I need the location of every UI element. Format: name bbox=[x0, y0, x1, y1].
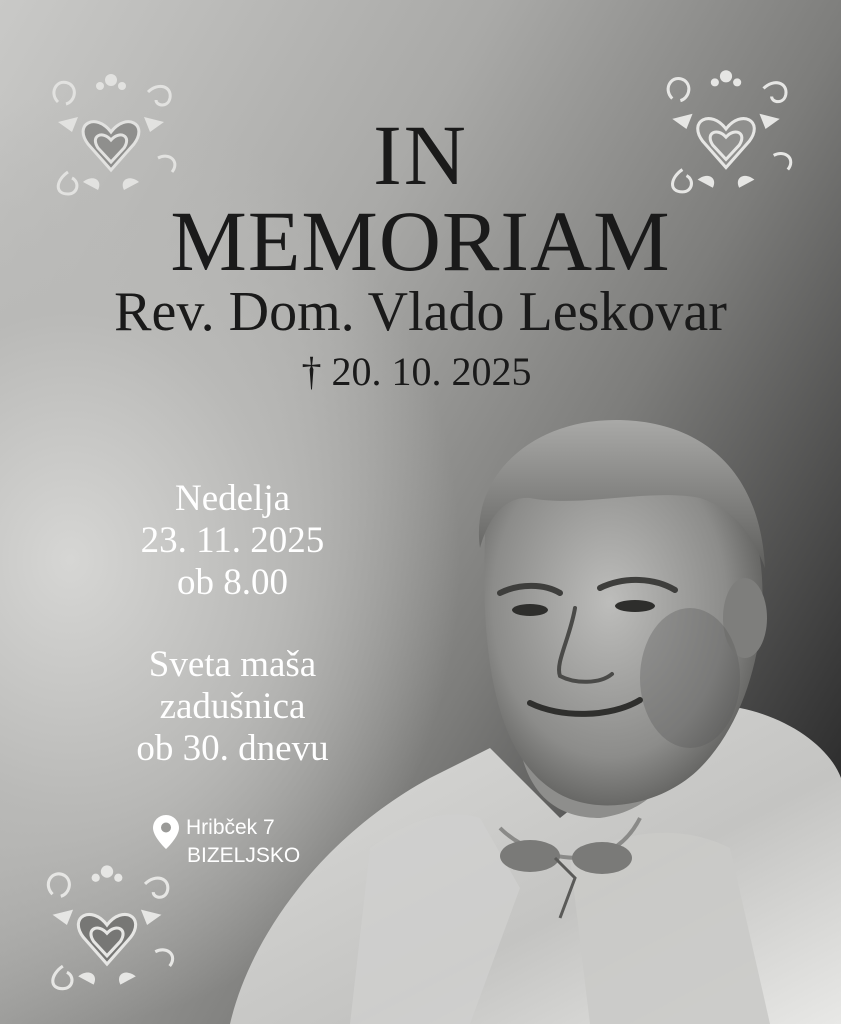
event-time: ob 8.00 bbox=[177, 562, 288, 603]
death-date: † 20. 10. 2025 bbox=[301, 349, 532, 394]
event-day: Nedelja bbox=[174, 478, 291, 519]
location-town: BIZELJSKO bbox=[187, 844, 301, 867]
event-desc-line3: ob 30. dnevu bbox=[136, 728, 329, 769]
location-address bbox=[152, 814, 300, 870]
location-street: Hribček 7 bbox=[186, 816, 275, 839]
map-pin-icon bbox=[152, 814, 180, 850]
event-desc-line1: Sveta maša bbox=[148, 644, 317, 685]
event-date: 23. 11. 2025 bbox=[140, 520, 325, 561]
folk-heart-ornament-bottom-left bbox=[32, 850, 182, 1000]
title-in: IN bbox=[373, 107, 468, 203]
event-description bbox=[80, 644, 385, 770]
title-memoriam: MEMORIAM bbox=[170, 193, 671, 289]
event-desc-line2: zadušnica bbox=[159, 686, 306, 727]
deceased-name: Rev. Dom. Vlado Leskovar bbox=[114, 281, 727, 343]
event-datetime bbox=[80, 478, 385, 604]
